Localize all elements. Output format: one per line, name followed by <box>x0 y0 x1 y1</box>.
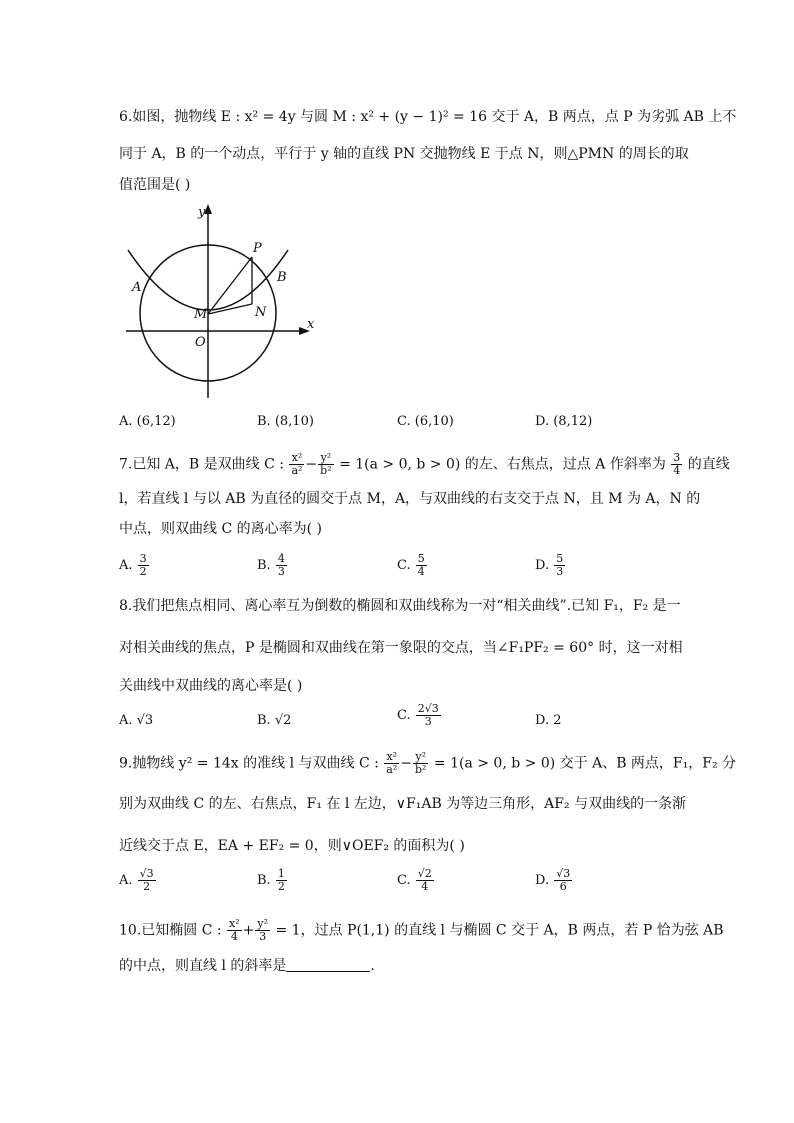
q6-line-1: 6.如图，抛物线 E : x² = 4y 与圆 M : x² + (y − 1)² = 16 交于 A，B 两点，点 P 为劣弧 AB 上不 <box>119 109 737 125</box>
q7-option-c-num: 5 <box>417 552 425 565</box>
q9-option-c-num: √2 <box>417 867 432 880</box>
q9-option-b[interactable] <box>257 868 288 893</box>
q7-frac-x <box>289 452 304 477</box>
q9-frac-x <box>384 751 399 776</box>
q9-option-a-num: √3 <box>139 867 154 880</box>
q9-line-3: 近线交于点 E，EA + EF₂ = 0，则∨OEF₂ 的面积为( ) <box>119 838 465 854</box>
q7-frac-x-den: a² <box>291 464 303 477</box>
q7-option-d-den: 3 <box>556 565 564 578</box>
q7-line-1-c: 的直线 <box>687 456 730 473</box>
q9-option-a-frac <box>138 868 156 893</box>
q9-option-b-den: 2 <box>277 880 285 893</box>
label-b: B <box>277 270 287 285</box>
q9-option-d-frac <box>554 868 572 893</box>
q10-line-1-a: 10.已知椭圆 C : <box>119 922 222 939</box>
q7-line-1-b: = 1(a > 0, b > 0) 的左、右焦点，过点 A 作斜率为 <box>339 456 666 473</box>
q6-figure <box>118 200 328 405</box>
q7-option-b-den: 3 <box>277 565 285 578</box>
q7-frac-y-num: y² <box>318 452 333 465</box>
q8-option-c-num: 2√3 <box>417 702 439 715</box>
q7-option-c[interactable] <box>397 553 428 578</box>
q6-option-d[interactable]: D. (8,12) <box>535 414 593 429</box>
q9-frac-y <box>413 751 428 776</box>
label-m: M <box>194 307 208 322</box>
q10-line-2-b: . <box>370 958 375 974</box>
q7-frac-x-num: x² <box>289 452 304 465</box>
q9-option-b-num: 1 <box>277 867 285 880</box>
q6-line-2: 同于 A，B 的一个动点，平行于 y 轴的直线 PN 交抛物线 E 于点 N，则△PMN 的周长的取 <box>119 146 689 162</box>
q6-option-b[interactable]: B. (8,10) <box>257 414 314 429</box>
q6-line-3: 值范围是( ) <box>119 177 191 193</box>
label-y: y <box>198 205 206 220</box>
q6-option-a[interactable]: A. (6,12) <box>119 414 176 429</box>
q10-frac-y-den: 3 <box>259 930 267 943</box>
q7-option-c-den: 4 <box>417 565 425 578</box>
q10-line-2 <box>119 956 375 976</box>
label-a: A <box>132 280 142 295</box>
q8-option-c-label: C. <box>397 708 411 723</box>
q7-option-d-label: D. <box>535 558 550 573</box>
q9-option-a[interactable] <box>119 868 157 893</box>
answer-blank[interactable] <box>286 957 370 972</box>
q10-frac-x-den: 4 <box>230 930 238 943</box>
q7-option-a-frac <box>138 553 149 578</box>
q9-option-c-den: 4 <box>421 880 429 893</box>
q7-option-a-num: 3 <box>139 552 147 565</box>
q8-line-2: 对相关曲线的焦点，P 是椭圆和双曲线在第一象限的交点，当∠F₁PF₂ = 60° 时，这一对相 <box>119 640 683 656</box>
label-x: x <box>307 317 315 332</box>
label-p: P <box>253 241 262 256</box>
q7-line-3: 中点，则双曲线 C 的离心率为( ) <box>119 521 322 537</box>
q10-frac-x-num: x² <box>229 917 240 930</box>
q7-option-c-label: C. <box>397 558 411 573</box>
q8-option-b[interactable]: B. √2 <box>257 713 292 728</box>
q9-line-1: 9.抛物线 y² = 14x 的准线 l 与双曲线 C : $\frac{\text{x²}}{\text{a²}}$ − $\frac{\text{y²}}{\text{b²}}$ = 1(a > 0, b > 0) 交于 A、B 两点，F₁，F₂ 分 <box>119 750 737 776</box>
q9-option-d-num: √3 <box>556 867 571 880</box>
q7-option-d[interactable] <box>535 553 566 578</box>
q10-frac-y <box>255 918 270 943</box>
q9-option-d-label: D. <box>535 873 550 888</box>
q9-option-d[interactable] <box>535 868 573 893</box>
q7-slope-num: 3 <box>673 451 681 464</box>
q9-option-c-label: C. <box>397 873 411 888</box>
q6-option-c[interactable]: C. (6,10) <box>397 414 454 429</box>
q8-option-c-den: 3 <box>424 715 432 728</box>
q8-option-d[interactable]: D. 2 <box>535 713 562 728</box>
q9-line-1-a: 9.抛物线 y² = 14x 的准线 l 与双曲线 C : <box>119 755 379 772</box>
q7-option-d-num: 5 <box>556 552 564 565</box>
q7-option-b-num: 4 <box>277 552 285 565</box>
q9-option-a-label: A. <box>119 873 133 888</box>
q9-option-c[interactable] <box>397 868 435 893</box>
q8-option-c-frac <box>416 703 441 728</box>
q7-option-b[interactable] <box>257 553 288 578</box>
q7-option-b-label: B. <box>257 558 271 573</box>
q8-option-a[interactable]: A. √3 <box>119 713 154 728</box>
q9-frac-x-den: a² <box>386 763 398 776</box>
q7-option-a-label: A. <box>119 558 133 573</box>
q7-slope-den: 4 <box>673 464 681 477</box>
q9-frac-y-num: y² <box>413 751 428 764</box>
q10-line-1: 10.已知椭圆 C : $\frac{\text{x²}}{4}$ + $\frac{\text{y²}}{3}$ = 1，过点 P(1,1) 的直线 l 与椭圆 C 交于 A，B 两点，若 P 恰为弦 AB <box>119 917 724 943</box>
q7-option-a[interactable] <box>119 553 150 578</box>
q10-line-2-a: 的中点，则直线 l 的斜率是 <box>119 958 287 974</box>
q9-option-a-den: 2 <box>143 880 151 893</box>
q9-frac-y-den: b² <box>414 763 427 776</box>
q9-option-b-label: B. <box>257 873 271 888</box>
q9-option-d-den: 6 <box>559 880 567 893</box>
q7-line-2: l，若直线 l 与以 AB 为直径的圆交于点 M，A，与双曲线的右支交于点 N，且 M 为 A，N 的 <box>119 491 701 507</box>
label-o: O <box>195 335 206 350</box>
q9-frac-x-num: x² <box>384 751 399 764</box>
q7-option-b-frac <box>276 553 287 578</box>
q8-line-1: 8.我们把焦点相同、离心率互为倒数的椭圆和双曲线称为一对“相关曲线”.已知 F₁，F₂ 是一 <box>119 598 681 614</box>
q7-option-c-frac <box>416 553 427 578</box>
q8-line-3: 关曲线中双曲线的离心率是( ) <box>119 678 303 694</box>
q7-line-1-a: 7.已知 A，B 是双曲线 C : <box>119 456 284 473</box>
q10-frac-x <box>227 918 242 943</box>
q9-option-c-frac <box>416 868 434 893</box>
q9-line-1-b: = 1(a > 0, b > 0) 交于 A、B 两点，F₁，F₂ 分 <box>433 755 737 772</box>
q7-slope <box>671 452 682 477</box>
q8-option-c[interactable] <box>397 703 442 728</box>
q10-line-1-b: = 1，过点 P(1,1) 的直线 l 与椭圆 C 交于 A，B 两点，若 P 恰为弦 AB <box>275 922 724 939</box>
q7-option-d-frac <box>554 553 565 578</box>
q10-frac-y-num: y² <box>257 917 269 930</box>
label-n: N <box>255 305 267 320</box>
q7-line-1: 7.已知 A，B 是双曲线 C : $\frac{\text{x²}}{\text{a²}}$ − $\frac{\text{y²}}{\text{b²}}$ = 1(a > 0, b > 0) 的左、右焦点，过点 A 作斜率为 $\frac{3}{4}$ 的直线 <box>119 451 730 477</box>
q9-line-2: 别为双曲线 C 的左、右焦点，F₁ 在 l 左边，∨F₁AB 为等边三角形，AF₂ 与双曲线的一条渐 <box>119 796 687 812</box>
q7-frac-y <box>318 452 333 477</box>
q9-option-b-frac <box>276 868 287 893</box>
q7-frac-y-den: b² <box>320 464 332 477</box>
q7-option-a-den: 2 <box>139 565 147 578</box>
